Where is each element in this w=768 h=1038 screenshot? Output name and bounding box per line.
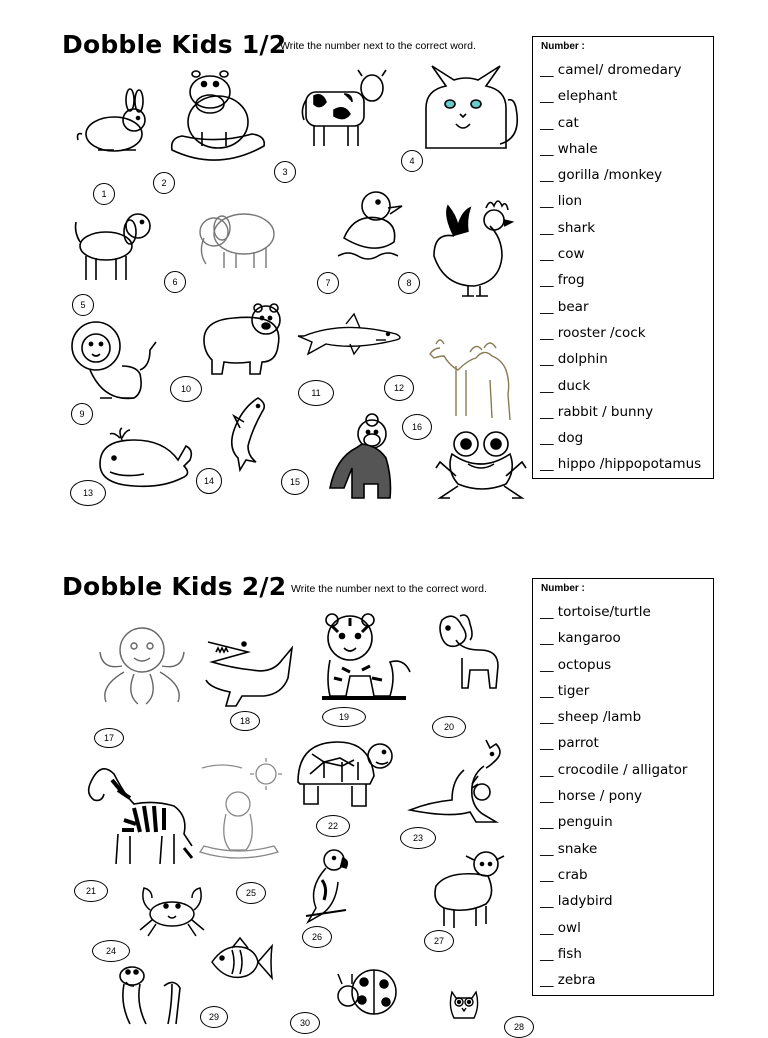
number-label: 9 — [71, 403, 93, 425]
word-item: __ camel/ dromedary — [540, 62, 682, 78]
number-label: 20 — [432, 716, 466, 738]
number-label: 2 — [153, 172, 175, 194]
ladybird-picture — [334, 962, 400, 1022]
word-item: __ snake — [540, 840, 598, 857]
dolphin-picture — [218, 392, 270, 472]
number-label: 22 — [316, 815, 350, 837]
number-label: 3 — [274, 161, 296, 183]
word-item: __ hippo /hippopotamus — [540, 456, 702, 473]
sheet-2-word-box — [532, 578, 714, 996]
number-label: 30 — [290, 1012, 320, 1034]
word-item: __ zebra — [540, 972, 596, 989]
gorilla-picture — [326, 414, 404, 500]
word-item: __ frog — [540, 272, 585, 289]
bear-picture — [198, 300, 284, 376]
rabbit-picture — [72, 90, 160, 158]
crab-picture — [136, 880, 208, 938]
word-item: __ cat — [540, 114, 579, 131]
frog-picture — [434, 428, 528, 502]
word-item: __ rooster /cock — [540, 324, 646, 341]
number-label: 5 — [72, 294, 94, 316]
number-label: 12 — [384, 375, 414, 401]
sheet-2-title: Dobble Kids 2/2 — [62, 572, 287, 601]
lion-picture — [70, 318, 158, 404]
turtle-picture — [292, 734, 396, 812]
sheet-2-word-list — [540, 603, 709, 997]
word-item: __ dolphin — [540, 351, 608, 368]
word-item: __ octopus — [540, 656, 612, 673]
word-item: __ owl — [540, 919, 581, 936]
sheet-1-word-box — [532, 36, 714, 479]
pony-picture — [432, 610, 506, 696]
word-item: __ horse / pony — [540, 788, 643, 805]
number-label: 17 — [94, 728, 124, 748]
sheet-1-title: Dobble Kids 1/2 — [62, 30, 287, 59]
number-label: 29 — [200, 1006, 228, 1028]
penguin-picture — [194, 758, 282, 864]
number-label: 8 — [398, 272, 420, 294]
tiger-picture — [312, 612, 414, 704]
number-label: 6 — [164, 271, 186, 293]
word-item: __ bear — [540, 298, 589, 315]
word-item: __ gorilla /monkey — [540, 167, 663, 184]
snake-picture — [110, 962, 186, 1024]
sheet-2-box-header: Number : — [541, 583, 585, 594]
crocodile-picture — [204, 632, 296, 698]
word-item: __ tortoise/turtle — [540, 604, 651, 620]
cow-picture — [300, 66, 388, 152]
sheet-2-instruction: Write the number next to the correct word. — [291, 583, 487, 595]
number-label: 7 — [317, 272, 339, 294]
number-label: 1 — [93, 183, 115, 205]
hippo-picture — [166, 64, 270, 166]
number-label: 13 — [70, 480, 106, 506]
number-label: 4 — [401, 150, 423, 172]
word-item: __ parrot — [540, 735, 599, 752]
word-item: __ lion — [540, 193, 583, 210]
number-label: 27 — [424, 930, 454, 952]
sheet-1-word-list — [540, 61, 709, 482]
elephant-picture — [194, 204, 278, 274]
owl-picture — [444, 984, 484, 1024]
number-label: 26 — [302, 926, 332, 948]
word-item: __ whale — [540, 140, 598, 157]
sheet-1-instruction: Write the number next to the correct word. — [280, 40, 476, 52]
word-item: __ ladybird — [540, 893, 613, 910]
whale-picture — [92, 428, 196, 488]
word-item: __ elephant — [540, 88, 618, 105]
word-item: __ duck — [540, 377, 591, 394]
number-label: 28 — [504, 1016, 534, 1038]
cat-picture — [416, 64, 522, 150]
zebra-picture — [82, 760, 194, 868]
word-item: __ dog — [540, 430, 584, 447]
word-item: __ crab — [540, 866, 588, 883]
word-item: __ cow — [540, 246, 585, 263]
word-item: __ fish — [540, 945, 582, 962]
word-item: __ rabbit / bunny — [540, 403, 654, 420]
number-label: 11 — [298, 380, 334, 406]
camel-picture — [426, 330, 522, 422]
number-label: 15 — [281, 469, 309, 495]
number-label: 24 — [92, 940, 130, 962]
number-label: 16 — [402, 414, 432, 440]
duck-picture — [334, 186, 406, 268]
word-item: __ shark — [540, 219, 596, 236]
number-label: 21 — [74, 880, 108, 902]
sheet-1-box-header: Number : — [541, 41, 585, 52]
shark-picture — [296, 312, 408, 362]
number-label: 14 — [196, 468, 222, 494]
word-item: __ penguin — [540, 814, 613, 831]
word-item: __ sheep /lamb — [540, 709, 642, 726]
number-label: 10 — [170, 376, 202, 402]
word-item: __ crocodile / alligator — [540, 761, 688, 778]
lamb-picture — [430, 850, 508, 930]
dog-picture — [72, 206, 156, 284]
kangaroo-picture — [404, 736, 510, 824]
number-label: 23 — [400, 827, 436, 849]
fish-picture — [208, 934, 274, 990]
number-label: 18 — [230, 711, 260, 731]
word-item: __ kangaroo — [540, 630, 621, 647]
word-item: __ tiger — [540, 682, 590, 699]
number-label: 25 — [236, 882, 266, 904]
number-label: 19 — [322, 707, 366, 727]
parrot-picture — [300, 846, 352, 922]
octopus-picture — [94, 620, 190, 710]
rooster-picture — [428, 200, 522, 300]
